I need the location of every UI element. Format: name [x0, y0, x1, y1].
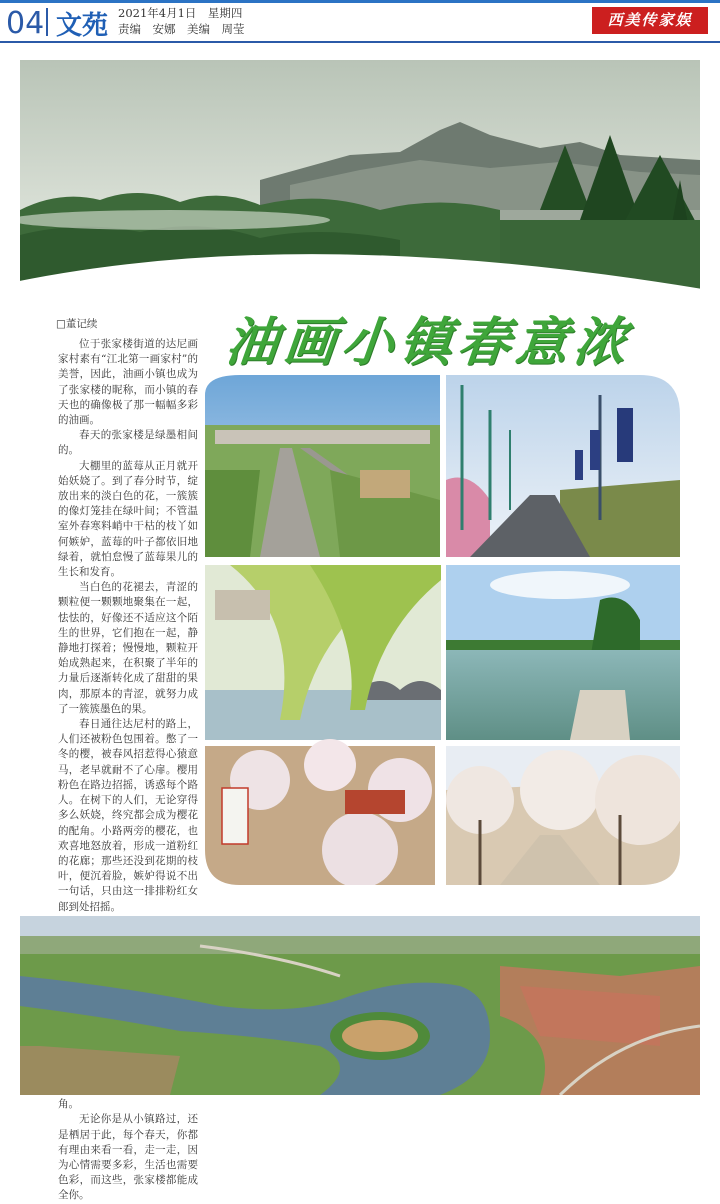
photo-street-lamps [446, 375, 680, 557]
decorative-curve [0, 230, 720, 310]
photo-aerial-village-road [205, 375, 440, 557]
paragraph: 当白色的花褪去，青涩的颗粒便一颗颗地聚集在一起，怯怯的，好像还不适应这个陌生的世界，它们抱在一起，静静地打探着；慢慢地，颗粒开始成熟起来，在积聚了半年的力量后逐渐转化成了甜甜的果肉，那原本的青涩，就努力成了一簇簇墨色的果。 [58, 581, 198, 715]
byline: □董记续 [56, 318, 98, 330]
paragraph: 春日通往达尼村的路上，人们还被粉色包围着。憋了一冬的樱，被春风招惹得心猿意马，老早就耐不了心扉。樱用粉色在路边招摇，诱惑每个路人。在树下的人们，无论穿得多么妖娆，终究都会成为樱花的配角。小路两旁的樱花，也欢喜地怒放着，形成一道粉红的花廊；那些还没到花期的枝叶，便沉着脸，嫉妒得说不出一句话，只由这一排排粉红女郎到处招摇。 [58, 718, 198, 913]
photo-river-trees [446, 565, 680, 740]
paragraph: 角。 [58, 1098, 79, 1111]
header-divider [46, 8, 48, 36]
page-header [0, 0, 720, 44]
header-top-rule [0, 0, 720, 3]
paragraph: 位于张家楼街道的达尼画家村素有“江北第一画家村”的美誉，因此，油画小镇也成为了张家楼的昵称，而小镇的春天也的确像极了那一幅幅多彩的油画。 [58, 338, 198, 427]
newspaper-logo: 西美传家娱 [592, 7, 708, 34]
photo-blossom-orchard [205, 739, 435, 888]
paragraph: 春天的张家楼是绿墨相间的。 [58, 429, 198, 457]
issue-date: 2021年4月1日 星期四 [118, 6, 243, 20]
paragraph: 大棚里的蓝莓从正月就开始妖娆了。到了春分时节，绽放出来的淡白色的花，一簇簇的像灯笼挂在绿叶间；不管温室外春寒料峭中干枯的枝丫如何嫉妒，蓝莓的叶子都依旧地绿着，就怕怠慢了蓝莓果儿的生长和发育。 [58, 459, 198, 579]
photo-aerial-river-town [20, 916, 700, 1095]
paragraph: 无论你是从小镇路过，还是栖居于此，每个春天，你都有理由来看一看，走一走，因为心情需要多彩，生活也需要色彩，而这些，张家楼都能成全你。 [58, 1113, 198, 1202]
page-number: 04 [6, 6, 45, 41]
header-bottom-rule [0, 41, 720, 43]
header-meta [118, 5, 245, 37]
section-title: 文苑 [56, 11, 109, 41]
article-title: 油画小镇春意浓 [222, 312, 635, 373]
photo-willows-bridge [205, 565, 441, 740]
editors: 责编 安娜 美编 周莹 [118, 22, 245, 36]
photo-blossom-trees [446, 746, 685, 885]
